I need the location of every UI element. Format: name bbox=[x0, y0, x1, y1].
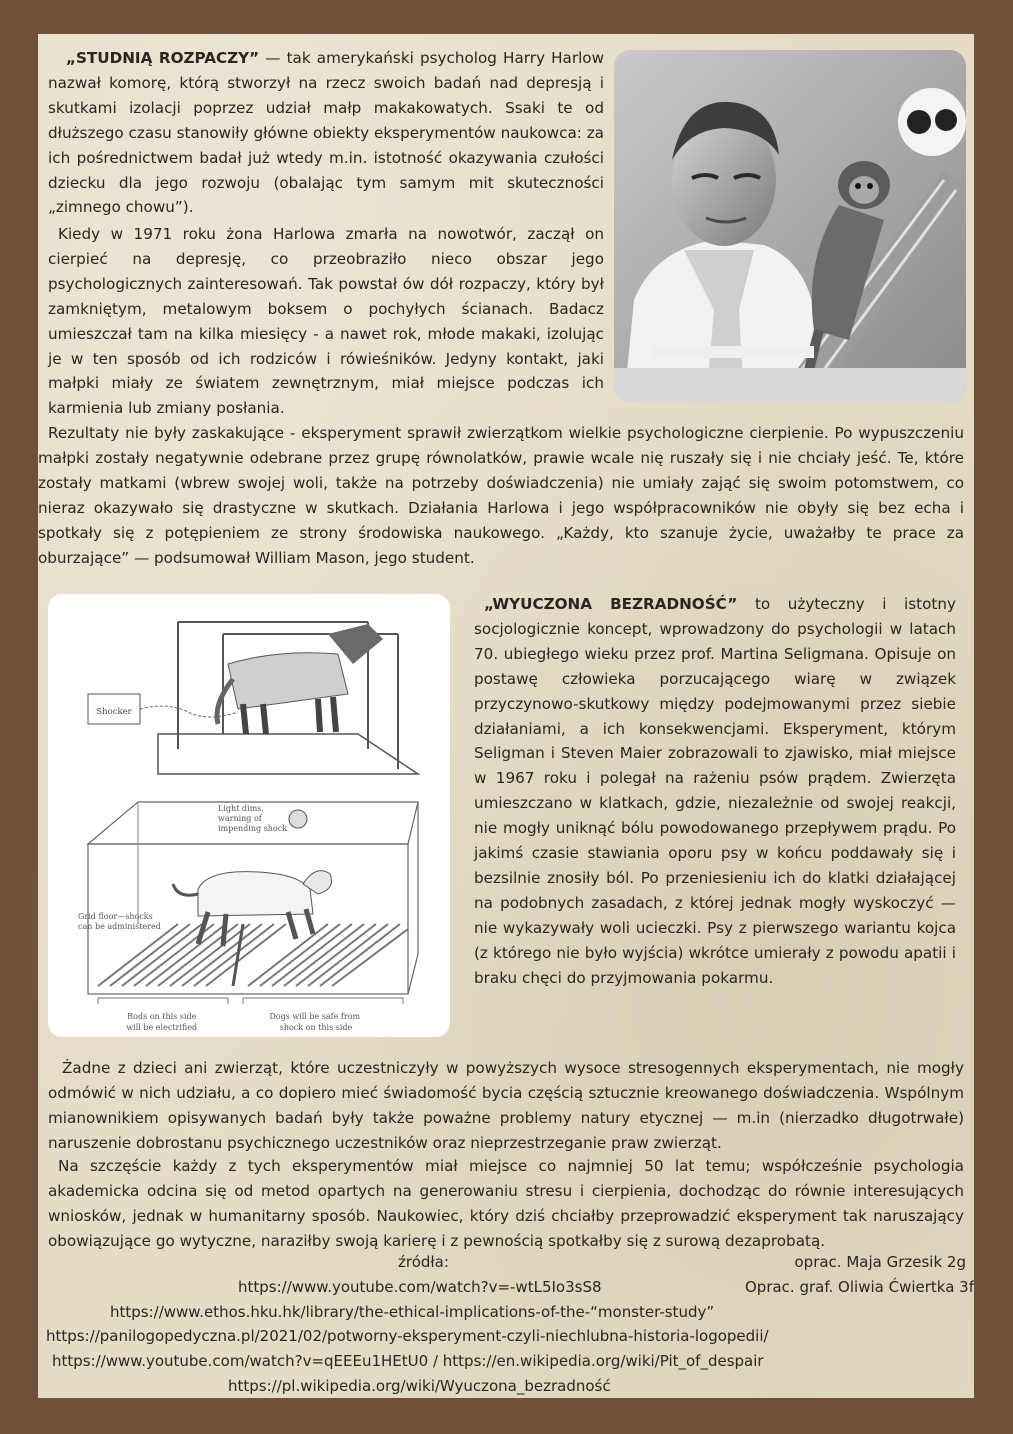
article1-paragraph3: Rezultaty nie były zaskakujące - eksperyment sprawił zwierzątkom wielkie psychologiczne cierpienie. Po wypuszczeniu małpki zostały negatywnie odebrane przez grupę równolatków, prawie wcale nię ruszały się i nie chciały jeść. Te, które zostały matkami (wbrew swojej woli, także na potrzeby doświadczenia) nie umiały zająć się swoim potomstwem, co nieraz okazywało się drastyczne w skutkach. Działania Harlowa i jego współpracowników nie obyły się bez echa i spotkały się z potępieniem ze strony środowiska naukowego. „Każdy, kto szanuje życie, uważałby te prace za oburzające” — podsumował William Mason, jego student. bbox=[38, 424, 964, 567]
sources-label: źródła: bbox=[398, 1253, 449, 1271]
article2-paragraph bbox=[474, 592, 956, 991]
grid-label-line1: Grid floor—shocks bbox=[78, 912, 153, 921]
rods-label-line1: Rods on this side bbox=[127, 1012, 197, 1021]
light-label-line3: impending shock bbox=[218, 824, 288, 833]
credits bbox=[678, 1250, 974, 1300]
article2-title: „WYUCZONA BEZRADNOŚĆ” bbox=[484, 595, 738, 613]
learned-helplessness-diagram bbox=[48, 594, 450, 1037]
source-link[interactable]: https://panilogopedyczna.pl/2021/02/potworny-eksperyment-czyli-niechlubna-historia-logopedii/ bbox=[46, 1327, 769, 1346]
harlow-photo bbox=[614, 50, 966, 402]
source-link[interactable]: https://pl.wikipedia.org/wiki/Wyuczona_bezradność bbox=[228, 1376, 611, 1395]
article1-intro: — tak amerykański psycholog Harry Harlow nazwał komorę, którą stworzył na rzecz swoich badań nad depresją i skutkami izolacji poprzez udział małp makakowatych. Ssaki te od dłuższego czasu stanowiły główne obiekty eksperymentów naukowca: za ich pośrednictwem badał już wtedy m.in. istotność okazywania czułości dziecku dla jego rozwoju (obalając tym samym mit skuteczności „zimnego chowu”). bbox=[48, 49, 605, 217]
svg-text:Light dims, warning of bbox=[218, 804, 287, 833]
graphics-author: Oprac. graf. Oliwia Ćwiertka 3f bbox=[744, 1277, 974, 1296]
safe-label-line2: shock on this side bbox=[279, 1023, 353, 1032]
source-link[interactable]: https://www.youtube.com/watch?v=-wtL5Io3sS8 bbox=[238, 1277, 602, 1296]
article1-paragraph2: Kiedy w 1971 roku żona Harlowa zmarła na nowotwór, zaczął on cierpieć na depresję, co przeobraziło nieco obszar jego psychologicznych zainteresowań. Tak powstał ów dół rozpaczy, który był zamkniętym, metalowym boksem o pochyłych ścianach. Badacz umieszczał tam na kilka miesięcy - a nawet rok, młode makaki, izolując je w ten sposób od ich rodziców i rówieśników. Jedyny kontakt, jaki małpki miały ze światem zewnętrznym, miał miejsce podczas ich karmienia lub zmiany posłania. bbox=[48, 225, 604, 418]
safe-label-line1: Dogs will be safe from bbox=[269, 1012, 361, 1021]
grid-label-line2: can be administered bbox=[78, 922, 161, 931]
light-label-line1: Light dims, bbox=[218, 804, 264, 813]
article1-title: „STUDNIĄ ROZPACZY” bbox=[66, 49, 260, 67]
source-link[interactable]: https://www.ethos.hku.hk/library/the-ethical-implications-of-the-“monster-study” bbox=[110, 1302, 715, 1321]
source-link[interactable]: https://www.youtube.com/watch?v=qEEEu1HEtU0 / https://en.wikipedia.org/wiki/Pit_of_despair bbox=[52, 1352, 764, 1371]
page-sheet bbox=[38, 34, 974, 1398]
harlow-photo-illustration bbox=[614, 50, 966, 402]
conclusion-paragraph2: Na szczęście każdy z tych eksperymentów miał miejsce co najmniej 50 lat temu; współcześnie psychologia akademicka odcina się od metod opartych na generowaniu stresu i cierpienia, dochodząc do równie interesujących wniosków, jednak w humanitarny sposób. Naukowiec, który dziś chciałby przeprowadzić eksperyment tak naruszający obowiązujące go wytyczne, naraziłby swoją karierę i z pewnością spotkałby się z surową dezaprobatą. bbox=[48, 1157, 964, 1250]
article2-body: to użyteczny i istotny socjologicznie koncept, wprowadzony do psychologii w latach 70. ubiegłego wieku przez prof. Martina Seligmana. Opisuje on postawę człowieka porzucającego wiarę w związek przyczynowo-skutkowy między podejmowanymi przez siebie działaniami, a ich konsekwencjami. Eksperyment, którym Seligman i Steven Maier zobrazowali to zjawisko, miał miejsce w 1967 roku i polegał na rażeniu psów prądem. Zwierzęta umieszczano w klatkach, gdzie, niezależnie od swojej reakcji, nie mogły uniknąć bólu powodowanego przepływem prądu. Po jakimś czasie stawiania oporu psy w końcu poddawały się i bezsilnie znosiły ból. Po przeniesieniu ich do klatki działającej na podobnych zasadach, z której jednak mogły wyskoczyć — nie wykazywały woli ucieczki. Psy z pierwszego wariantu kojca (z którego nie było wyjścia) wkrótce umierały z powodu apatii i braku chęci do przyjmowania pokarmu. bbox=[474, 595, 957, 987]
dog-experiment-illustration bbox=[48, 594, 450, 1037]
article1-paragraph1 bbox=[48, 46, 604, 220]
light-label-line2: warning of bbox=[218, 814, 262, 823]
conclusion-paragraph1: Żadne z dzieci ani zwierząt, które uczestniczyły w powyższych wysoce stresogennych eksperymentach, nie mogły odmówić w nich udziału, a co dopiero mieć świadomość bycia częścią sztucznie kreowanego doświadczenia. Wspólnym mianownikiem opisywanych badań były także poważne problemy natury etycznej — m.in (nierzadko długotrwałe) naruszenie dobrostanu psychicznego uczestników oraz nieprzestrzeganie praw zwierząt. bbox=[48, 1059, 964, 1152]
svg-text:Grid floor—shocks can bbox=[78, 912, 161, 931]
svg-text:Rods on this side will bbox=[126, 1012, 362, 1032]
rods-label-line2: will be electrified bbox=[126, 1023, 198, 1032]
shocker-label: Shocker bbox=[96, 707, 132, 717]
text-author: oprac. Maja Grzesik 2g bbox=[794, 1253, 966, 1271]
